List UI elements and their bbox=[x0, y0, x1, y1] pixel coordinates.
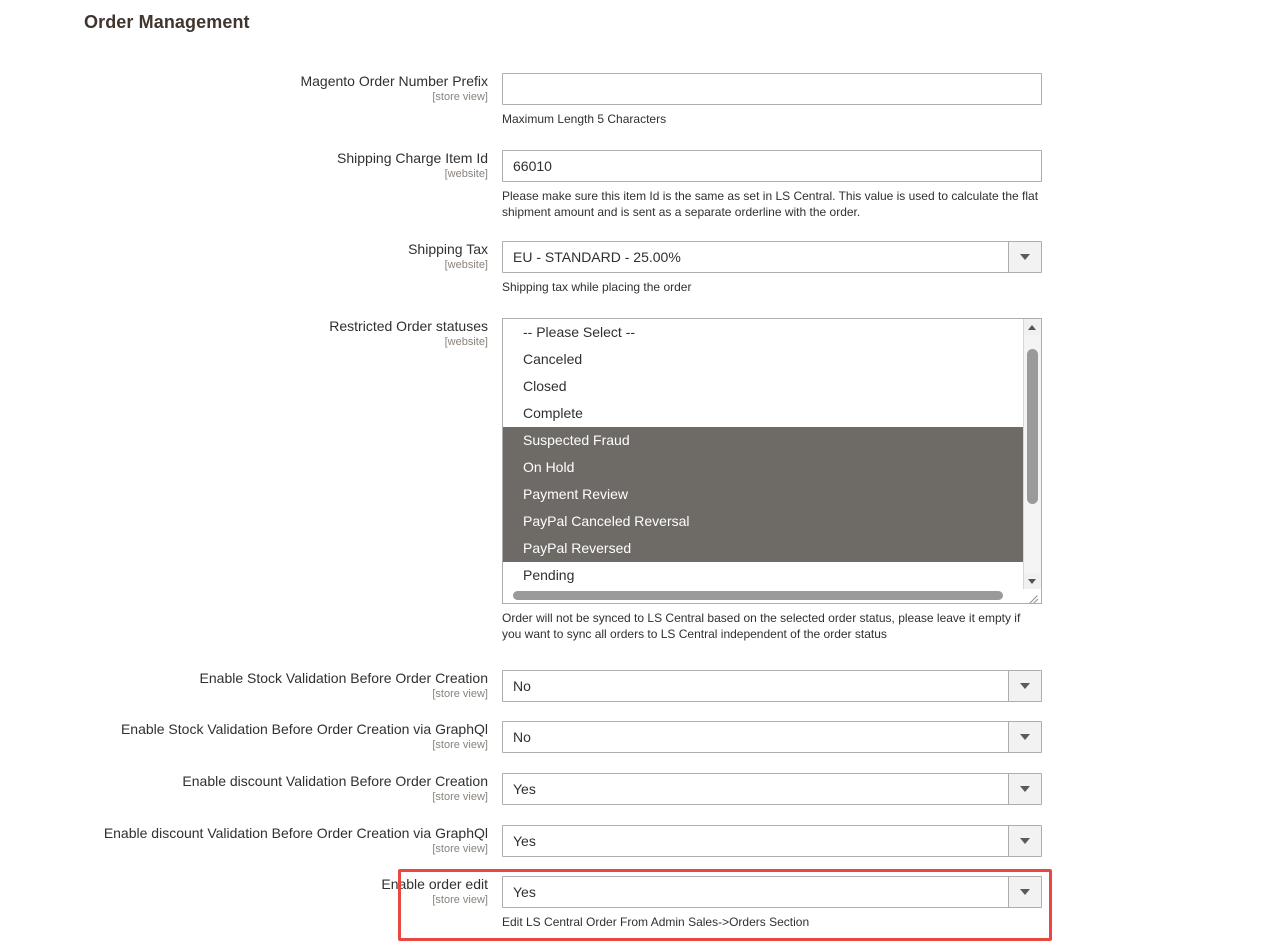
label-enable-discount-validation-graphql bbox=[0, 825, 488, 856]
field-enable-discount-validation bbox=[0, 773, 1288, 813]
chevron-down-icon[interactable] bbox=[1008, 826, 1041, 856]
multiselect-option-selected[interactable]: On Hold bbox=[503, 454, 1024, 481]
label-restricted-order-statuses bbox=[0, 318, 488, 349]
label-enable-discount-validation bbox=[0, 773, 488, 804]
control-enable-discount-validation-graphql bbox=[502, 825, 1042, 857]
chevron-down-icon[interactable] bbox=[1008, 671, 1041, 701]
magento-order-number-prefix-input[interactable] bbox=[502, 73, 1042, 105]
field-note: Order will not be synced to LS Central based on the selected order status, please leave it empty if you want to sync all orders to LS Central independent of the order status bbox=[502, 611, 1021, 641]
multiselect-horizontal-scrollbar[interactable] bbox=[503, 589, 1024, 603]
field-note: Please make sure this item Id is the same as set in LS Central. This value is used to calculate the flat shipment amount and is sent as a separate orderline with the order. bbox=[502, 189, 1039, 219]
label-shipping-tax bbox=[0, 241, 488, 272]
field-note: Shipping tax while placing the order bbox=[502, 280, 692, 294]
field-scope: [store view] bbox=[432, 688, 488, 700]
field-label: Magento Order Number Prefix bbox=[300, 73, 488, 89]
page-title: Order Management bbox=[84, 12, 250, 32]
control-enable-stock-validation-graphql bbox=[502, 721, 1042, 753]
label-magento-order-number-prefix bbox=[0, 73, 488, 104]
enable-stock-validation-graphql-value: No bbox=[513, 729, 531, 745]
control-enable-order-edit bbox=[502, 876, 1042, 930]
field-enable-stock-validation bbox=[0, 670, 1288, 710]
multiselect-option-selected[interactable]: PayPal Reversed bbox=[503, 535, 1024, 562]
label-enable-order-edit bbox=[0, 876, 488, 907]
enable-discount-validation-graphql-select[interactable] bbox=[502, 825, 1042, 857]
field-label: Enable Stock Validation Before Order Creation bbox=[199, 670, 488, 686]
enable-order-edit-value: Yes bbox=[513, 884, 536, 900]
field-label: Enable discount Validation Before Order Creation via GraphQl bbox=[103, 825, 488, 841]
control-magento-order-number-prefix bbox=[502, 73, 1042, 127]
chevron-down-icon[interactable] bbox=[1008, 774, 1041, 804]
chevron-down-icon[interactable] bbox=[1008, 242, 1041, 272]
resize-handle-icon[interactable] bbox=[1026, 589, 1040, 603]
label-enable-stock-validation-graphql bbox=[0, 721, 488, 752]
scroll-up-icon[interactable] bbox=[1024, 319, 1040, 335]
multiselect-option-selected[interactable]: Payment Review bbox=[503, 481, 1024, 508]
multiselect-option[interactable]: Closed bbox=[523, 378, 567, 394]
field-note: Edit LS Central Order From Admin Sales->Orders Section bbox=[502, 915, 810, 929]
multiselect-option[interactable]: Canceled bbox=[523, 351, 583, 367]
field-label: Enable discount Validation Before Order Creation bbox=[182, 773, 488, 789]
field-restricted-order-statuses bbox=[0, 318, 1288, 648]
chevron-down-icon[interactable] bbox=[1008, 877, 1041, 907]
multiselect-option[interactable]: Complete bbox=[523, 405, 583, 421]
chevron-down-icon[interactable] bbox=[1008, 722, 1041, 752]
enable-stock-validation-select[interactable] bbox=[502, 670, 1042, 702]
field-label: Restricted Order statuses bbox=[329, 318, 488, 334]
multiselect-option-selected[interactable]: PayPal Canceled Reversal bbox=[503, 508, 1024, 535]
field-label: Enable Stock Validation Before Order Creation via GraphQl bbox=[120, 721, 488, 737]
field-scope: [website] bbox=[444, 259, 488, 271]
field-scope: [store view] bbox=[432, 791, 488, 803]
field-scope: [store view] bbox=[432, 894, 488, 906]
vertical-scroll-thumb[interactable] bbox=[1027, 349, 1038, 504]
enable-order-edit-select[interactable] bbox=[502, 876, 1042, 908]
enable-discount-validation-graphql-value: Yes bbox=[513, 833, 536, 849]
enable-stock-validation-value: No bbox=[513, 678, 531, 694]
control-shipping-charge-item-id bbox=[502, 150, 1042, 220]
field-scope: [store view] bbox=[432, 739, 488, 751]
shipping-charge-item-id-input[interactable] bbox=[502, 150, 1042, 182]
multiselect-option[interactable]: Pending bbox=[523, 567, 575, 583]
shipping-tax-value: EU - STANDARD - 25.00% bbox=[513, 249, 681, 265]
field-scope: [website] bbox=[444, 168, 488, 180]
multiselect-option[interactable]: -- Please Select -- bbox=[523, 324, 636, 340]
control-shipping-tax bbox=[502, 241, 1042, 295]
multiselect-option-selected[interactable]: Suspected Fraud bbox=[503, 427, 1024, 454]
control-enable-discount-validation bbox=[502, 773, 1042, 805]
multiselect-options-list[interactable] bbox=[503, 319, 1024, 589]
shipping-tax-select[interactable] bbox=[502, 241, 1042, 273]
field-label: Enable order edit bbox=[381, 876, 488, 892]
control-restricted-order-statuses bbox=[502, 318, 1042, 642]
label-enable-stock-validation bbox=[0, 670, 488, 701]
field-scope: [store view] bbox=[432, 91, 488, 103]
restricted-order-statuses-multiselect[interactable] bbox=[502, 318, 1042, 604]
field-scope: [website] bbox=[444, 336, 488, 348]
field-shipping-tax bbox=[0, 241, 1288, 301]
enable-discount-validation-select[interactable] bbox=[502, 773, 1042, 805]
field-label: Shipping Tax bbox=[408, 241, 488, 257]
field-scope: [store view] bbox=[432, 843, 488, 855]
scroll-down-icon[interactable] bbox=[1024, 573, 1040, 589]
multiselect-vertical-scrollbar[interactable] bbox=[1023, 319, 1041, 589]
field-label: Shipping Charge Item Id bbox=[337, 150, 488, 166]
field-enable-stock-validation-graphql bbox=[0, 721, 1288, 761]
field-shipping-charge-item-id bbox=[0, 150, 1288, 230]
enable-stock-validation-graphql-select[interactable] bbox=[502, 721, 1042, 753]
label-shipping-charge-item-id bbox=[0, 150, 488, 181]
field-magento-order-number-prefix bbox=[0, 73, 1288, 133]
field-enable-order-edit bbox=[0, 876, 1288, 936]
field-enable-discount-validation-graphql bbox=[0, 825, 1288, 865]
field-note: Maximum Length 5 Characters bbox=[502, 112, 667, 126]
enable-discount-validation-value: Yes bbox=[513, 781, 536, 797]
horizontal-scroll-thumb[interactable] bbox=[513, 591, 1003, 600]
control-enable-stock-validation bbox=[502, 670, 1042, 702]
